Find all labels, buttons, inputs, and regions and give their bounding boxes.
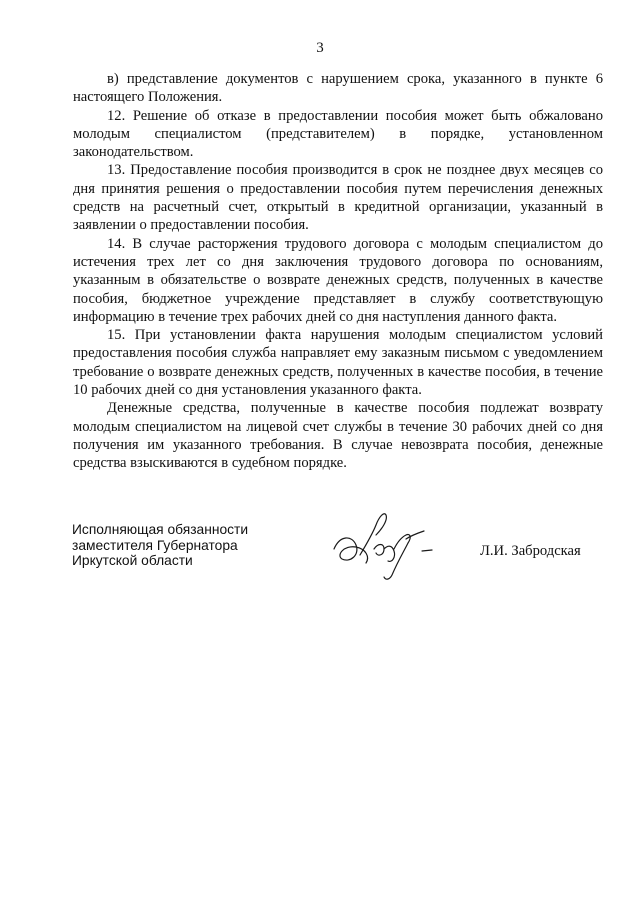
- document-body: [73, 70, 603, 473]
- paragraph-12: 12. Решение об отказе в предоставлении пособия может быть обжаловано молодым специалистом (представителем) в порядке, установленном законодательством.: [73, 107, 603, 161]
- paragraph-item-v: в) представление документов с нарушением срока, указанного в пункте 6 настоящего Положения.: [73, 71, 603, 106]
- paragraph-14: 14. В случае расторжения трудового договора с молодым специалистом до истечения трех лет со дня заключения трудового договора по основаниям, указанным в обязательстве о возврате денежных средств, полученных в качестве пособия, бюджетное учреждение представляет в службу соответствующую информацию в течение трех рабочих дней со дня наступления данного факта.: [73, 235, 603, 325]
- paragraph-refund: Денежные средства, полученные в качестве пособия подлежат возврату молодым специалистом на лицевой счет службы в течение 30 рабочих дней со дня получения им указанного требования. В случае невозврата пособия, денежные средства взыскиваются в судебном порядке.: [73, 400, 603, 472]
- position-line: заместителя Губернатора: [72, 537, 238, 553]
- page-number: 3: [316, 40, 324, 56]
- paragraph-13: 13. Предоставление пособия производится в срок не позднее двух месяцев со дня принятия решения о предоставлении пособия путем перечисления денежных средств на расчетный счет, открытый в кредитной организации, указанный в заявлении о предоставлении пособия.: [73, 162, 603, 234]
- signatory-position: [72, 522, 248, 569]
- signatory-name: Л.И. Забродская: [480, 543, 581, 559]
- handwritten-signature: [326, 505, 438, 583]
- position-line: Исполняющая обязанности: [72, 522, 249, 537]
- position-line: Иркутской области: [72, 553, 193, 568]
- paragraph-15: 15. При установлении факта нарушения молодым специалистом условий предоставления пособия служба направляет ему заказным письмом с уведомлением требование о возврате денежных средств, полученных в качестве пособия, в течение 10 рабочих дней со дня установления указанного факта.: [73, 327, 603, 399]
